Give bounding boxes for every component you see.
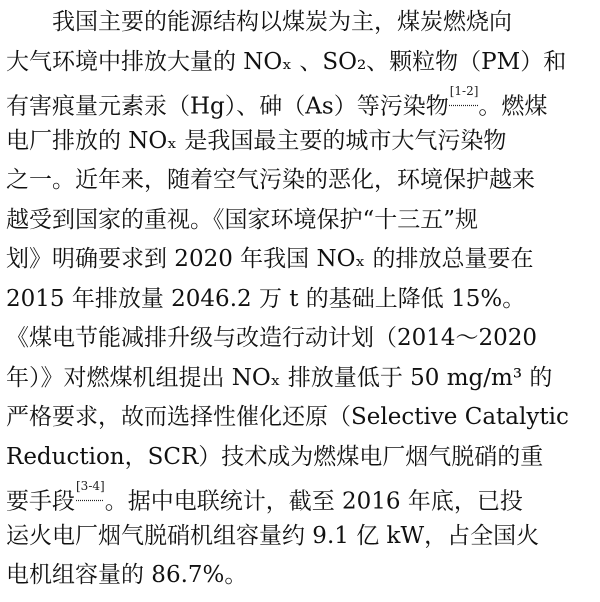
paragraph-line-3-tail: 。燃煤 <box>478 93 548 120</box>
paragraph-line-14: 运火电厂烟气脱硝机组容量约 9.1 亿 kW，占全国火 <box>6 522 540 549</box>
paragraph-line-4: 电厂排放的 NOₓ 是我国最主要的城市大气污染物 <box>6 127 507 154</box>
paragraph-line-9: 《煤电节能减排升级与改造行动计划（2014～2020 <box>6 325 538 351</box>
paragraph-line-10: 年）》对燃煤机组提出 NOₓ 排放量低于 50 mg/m³ 的 <box>6 364 553 391</box>
paragraph-line-1: 我国主要的能源结构以煤炭为主，煤炭燃烧向 <box>52 9 512 35</box>
paragraph-line-15: 电机组容量的 86.7%。 <box>6 562 248 588</box>
paragraph <box>6 3 594 596</box>
paragraph-line-2: 大气环境中排放大量的 NOₓ 、SO₂、颗粒物（PM）和 <box>6 48 567 75</box>
paragraph-line-13-tail: 。据中电联统计，截至 2016 年底，已投 <box>104 488 523 515</box>
paragraph-line-3 <box>6 82 594 122</box>
paragraph-line-8: 2015 年排放量 2046.2 万 t 的基础上降低 15%。 <box>6 285 526 312</box>
paragraph-line-7: 划》明确要求到 2020 年我国 NOₓ 的排放总量要在 <box>6 246 534 272</box>
paragraph-line-3-text: 有害痕量元素汞（Hg）、砷（As）等污染物 <box>6 93 449 120</box>
citation-ref-1-2[interactable]: [1-2] <box>449 84 479 98</box>
paragraph-line-12: Reduction，SCR）技术成为燃煤电厂烟气脱硝的重 <box>6 443 544 470</box>
paragraph-line-5: 之一。近年来，随着空气污染的恶化，环境保护越来 <box>6 167 535 193</box>
paragraph-line-13-text: 要手段 <box>6 488 75 515</box>
citation-ref-3-4[interactable]: [3-4] <box>76 479 105 493</box>
paragraph-line-13 <box>6 477 594 517</box>
paragraph-line-11: 严格要求，故而选择性催化还原（Selective Catalytic <box>6 404 569 430</box>
paragraph-line-6: 越受到国家的重视。《国家环境保护“十三五”规 <box>6 206 479 233</box>
